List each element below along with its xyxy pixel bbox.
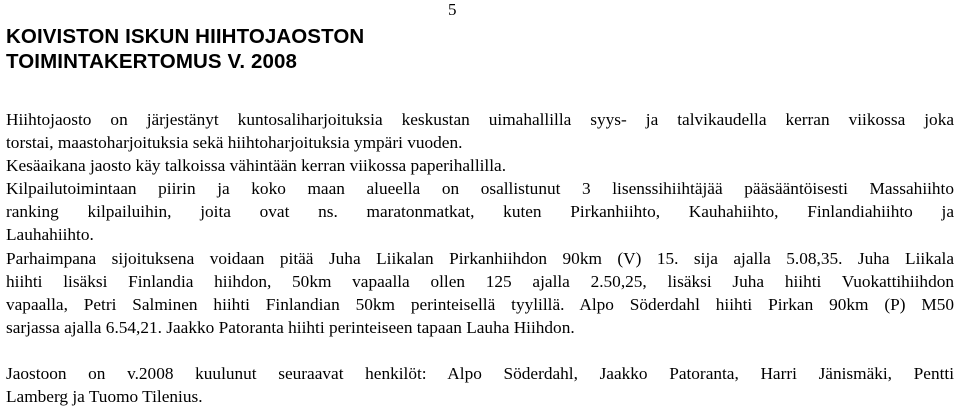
paragraph-competitions	[6, 177, 954, 246]
title-line-2: TOIMINTAKERTOMUS V. 2008	[6, 50, 297, 73]
paragraph-summer-work	[6, 154, 954, 177]
text-line: sarjassa ajalla 6.54,21. Jaakko Patoranta hiihti perinteiseen tapaan Lauha Hiihdon.	[6, 317, 575, 337]
text-line: Jaostoon on v.2008 kuulunut seuraavat henkilöt: Alpo Söderdahl, Jaakko Patoranta, Harri Jänismäki, Pentti	[6, 363, 954, 383]
paragraph-gap	[6, 339, 954, 362]
text-line: Lauhahiihto.	[6, 225, 94, 245]
title-line-1: KOIVISTON ISKUN HIIHTOJAOSTON	[6, 25, 365, 48]
text-line: Parhaimpana sijoituksena voidaan pitää Juha Liikalan Pirkanhiihdon 90km (V) 15. sija ajalla 5.08,35. Juha Liikala	[6, 248, 954, 268]
paragraph-results	[6, 247, 954, 339]
text-line: ranking kilpailuihin, joita ovat ns. maratonmatkat, kuten Pirkanhiihto, Kauhahiihto, Finlandiahiihto ja	[6, 202, 954, 222]
paragraph-members	[6, 362, 954, 408]
page-number: 5	[448, 0, 457, 19]
text-line: Kilpailutoimintaan piirin ja koko maan alueella on osallistunut 3 lisenssihiihtäjää pääsääntöisesti Massahiihto	[6, 179, 954, 199]
text-line: Hiihtojaosto on järjestänyt kuntosaliharjoituksia keskustan uimahallilla syys- ja talvikaudella kerran viikossa joka	[6, 110, 954, 129]
document-body	[6, 108, 954, 408]
paragraph-training	[6, 108, 954, 154]
text-line: torstai, maastoharjoituksia sekä hiihtoharjoituksia ympäri vuoden.	[6, 133, 463, 153]
text-line: hiihti lisäksi Finlandia hiihdon, 50km vapaalla ollen 125 ajalla 2.50,25, lisäksi Juha hiihti Vuokattihiihdon	[6, 271, 954, 291]
page-title	[6, 24, 364, 74]
text-line: Lamberg ja Tuomo Tilenius.	[6, 387, 203, 407]
text-line: Kesäaikana jaosto käy talkoissa vähintään kerran viikossa paperihallilla.	[6, 156, 507, 176]
text-line: vapaalla, Petri Salminen hiihti Finlandian 50km perinteisellä tyylillä. Alpo Söderdahl hiihti Pirkan 90km (P) M50	[6, 294, 954, 314]
